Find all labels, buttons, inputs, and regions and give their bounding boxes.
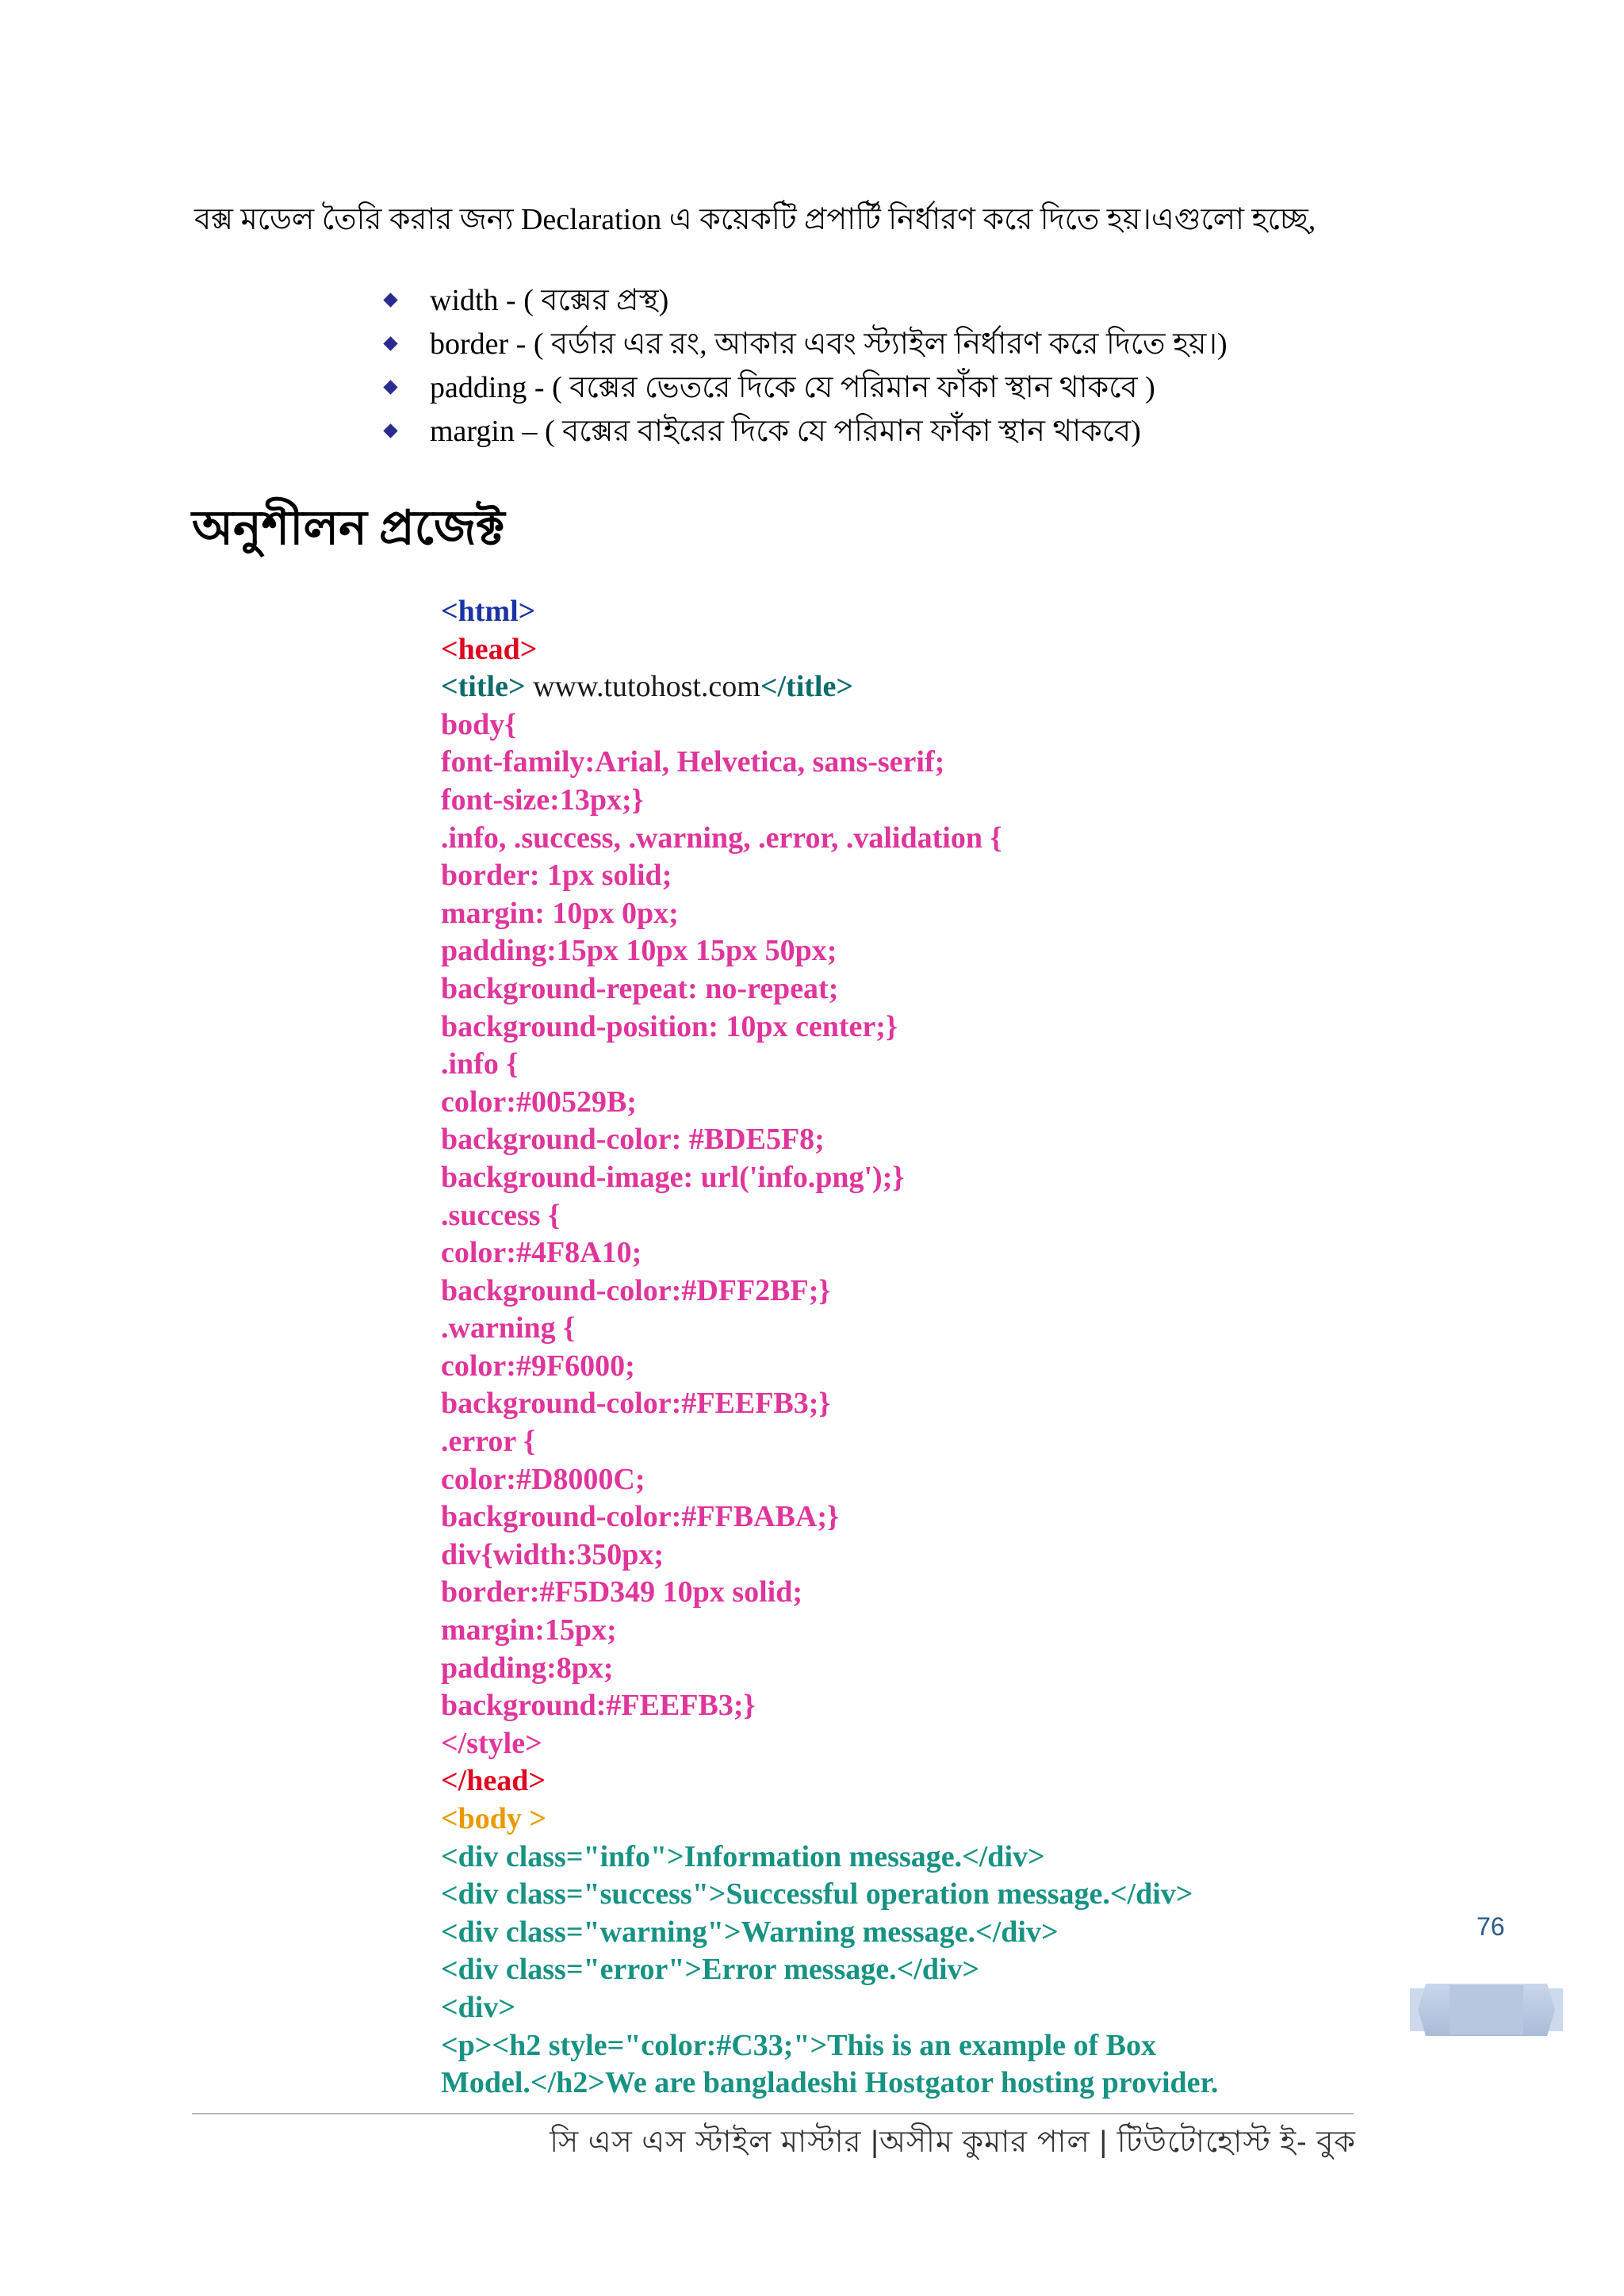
code-line: background-color:#FEEFB3;}	[441, 1387, 831, 1421]
code-line: <div class="success">Successful operation message.</div>	[441, 1877, 1193, 1911]
code-line: margin: 10px 0px;	[441, 896, 679, 930]
code-line: color:#4F8A10;	[441, 1236, 642, 1270]
list-item: margin – ( বক্সের বাইরের দিকে যে পরিমান ফাঁকা স্থান থাকবে)	[381, 410, 1228, 453]
code-line: margin:15px;	[441, 1613, 617, 1647]
code-line: <html>	[441, 595, 536, 628]
list-item: width - ( বক্সের প্রস্থ)	[381, 279, 1228, 323]
code-line: background-position: 10px center;}	[441, 1009, 898, 1043]
page-tab-decoration	[1410, 1982, 1563, 2038]
property-list	[381, 279, 1228, 453]
code-line: color:#9F6000;	[441, 1349, 635, 1383]
code-line: </style>	[441, 1726, 542, 1760]
code-line: Model.</h2>We are bangladeshi Hostgator hosting provider.	[441, 2066, 1219, 2100]
code-line: background-color: #BDE5F8;	[441, 1123, 825, 1157]
code-line: .warning {	[441, 1311, 576, 1345]
code-line: background-color:#FFBABA;}	[441, 1500, 839, 1534]
code-line: body{	[441, 707, 517, 741]
code-listing	[441, 593, 1392, 2103]
code-line: <body >	[441, 1802, 547, 1835]
code-line: border:#F5D349 10px solid;	[441, 1575, 802, 1609]
code-line: background-image: url('info.png');}	[441, 1160, 905, 1194]
code-line: background-repeat: no-repeat;	[441, 971, 839, 1005]
intro-paragraph: বক্স মডেল তৈরি করার জন্য Declaration এ কয়েকটি প্রপার্টি নির্ধারণ করে দিতে হয়।এগুলো হচ্ছে,	[194, 203, 1316, 236]
code-line: </head>	[441, 1764, 546, 1798]
list-item: padding - ( বক্সের ভেতরে দিকে যে পরিমান ফাঁকা স্থান থাকবে )	[381, 366, 1228, 410]
page-number: 76	[1477, 1912, 1505, 1941]
diamond-bullet-icon	[383, 423, 397, 438]
code-line: <div class="error">Error message.</div>	[441, 1953, 980, 1987]
code-line: background:#FEEFB3;}	[441, 1689, 756, 1723]
page-footer: সি এস এস স্টাইল মাস্টার |অসীম কুমার পাল | টিউটোহোস্ট ই- বুক	[550, 2126, 1356, 2159]
code-line: color:#00529B;	[441, 1085, 637, 1119]
code-line: div{width:350px;	[441, 1537, 665, 1571]
code-line: .success {	[441, 1198, 561, 1232]
code-line: <head>	[441, 632, 538, 666]
code-line: <title> www.tutohost.com</title>	[441, 670, 854, 704]
section-heading: অনুশীলন প্রজেক্ট	[192, 502, 505, 554]
code-line: font-size:13px;}	[441, 783, 644, 817]
footer-rule	[192, 2113, 1354, 2114]
code-line: <p><h2 style="color:#C33;">This is an example of Box	[441, 2028, 1157, 2062]
code-line: background-color:#DFF2BF;}	[441, 1273, 831, 1307]
code-line: .info, .success, .warning, .error, .validation {	[441, 821, 1002, 855]
diamond-bullet-icon	[383, 293, 397, 307]
code-line: border: 1px solid;	[441, 859, 672, 893]
code-line: <div>	[441, 1990, 515, 2024]
list-item: border - ( বর্ডার এর রং, আকার এবং স্ট্যাইল নির্ধারণ করে দিতে হয়।)	[381, 323, 1228, 366]
code-line: .error {	[441, 1425, 536, 1459]
code-line: font-family:Arial, Helvetica, sans-serif;	[441, 745, 945, 779]
code-line: .info {	[441, 1047, 519, 1081]
code-line: padding:8px;	[441, 1651, 614, 1685]
code-line: <div class="info">Information message.</div>	[441, 1839, 1045, 1873]
code-line: <div class="warning">Warning message.</div>	[441, 1915, 1059, 1949]
diamond-bullet-icon	[383, 380, 397, 394]
code-line: color:#D8000C;	[441, 1462, 645, 1496]
code-line: padding:15px 10px 15px 50px;	[441, 934, 837, 968]
diamond-bullet-icon	[383, 336, 397, 350]
